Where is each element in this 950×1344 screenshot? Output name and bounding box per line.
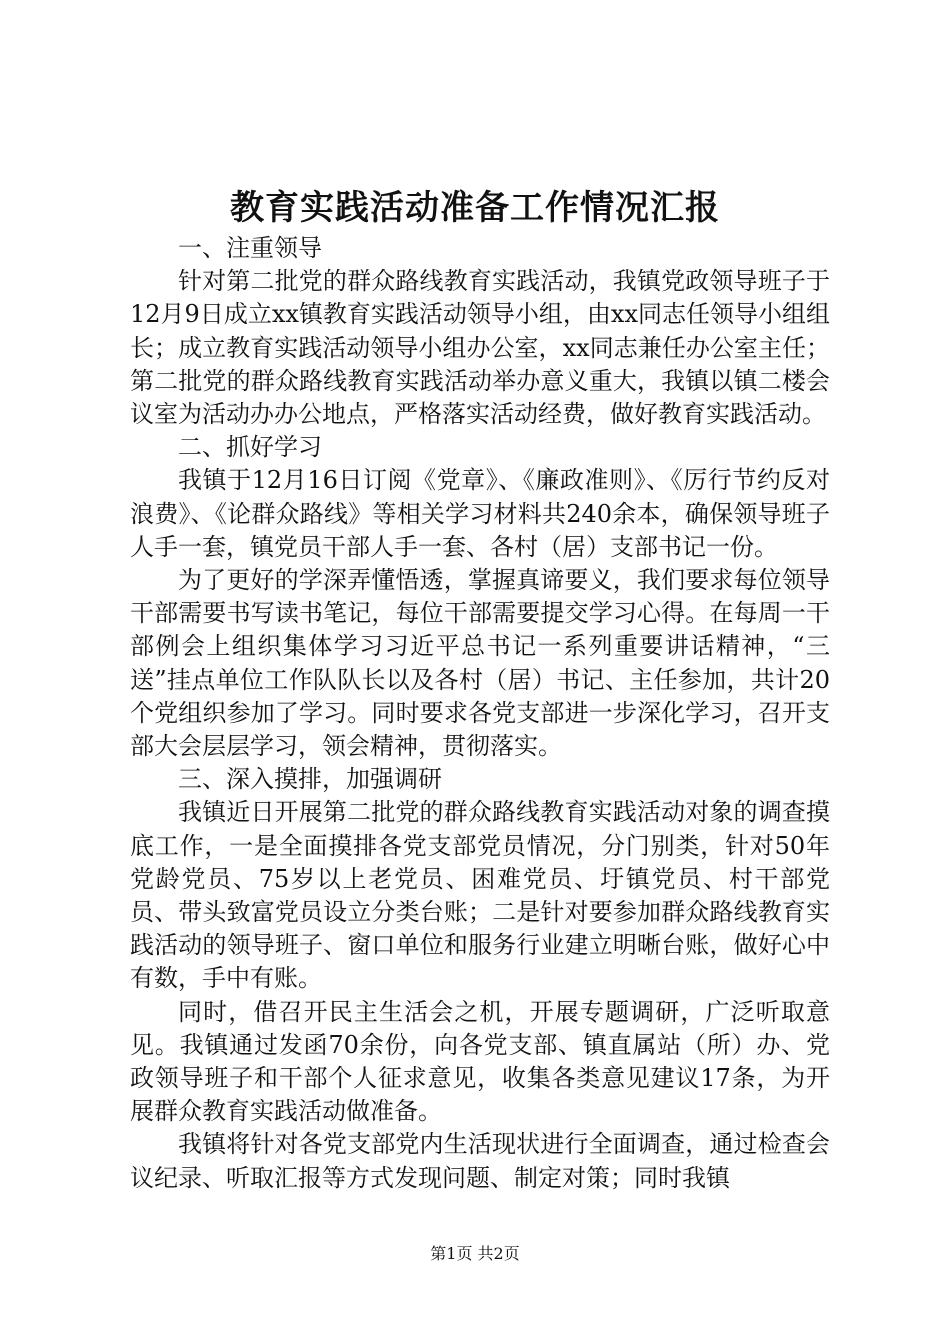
section-heading: 一、注重领导 [178, 234, 322, 262]
document-body [130, 232, 830, 1195]
paragraph: 同时，借召开民主生活会之机，开展专题调研，广泛听取意见。我镇通过发函70余份，向各党支部、镇直属站（所）办、党政领导班子和干部个人征求意见，收集各类意见建议17条，为开展群众教育实践活动做准备。 [130, 997, 830, 1126]
page-footer: 第1页 共2页 [430, 1244, 520, 1263]
paragraph: 我镇近日开展第二批党的群众路线教育实践活动对象的调查摸底工作，一是全面摸排各党支部党员情况，分门别类，针对50年党龄党员、75岁以上老党员、困难党员、圩镇党员、村干部党员、带头致富党员设立分类台账；二是针对要参加群众路线教育实践活动的领导班子、窗口单位和服务行业建立明晰台账，做好心中有数，手中有账。 [130, 798, 830, 993]
section-heading: 二、抓好学习 [178, 433, 322, 462]
paragraph: 我镇将针对各党支部党内生活现状进行全面调查，通过检查会议纪录、听取汇报等方式发现问题、制定对策；同时我镇 [130, 1130, 830, 1192]
paragraph: 针对第二批党的群众路线教育实践活动，我镇党政领导班子于12月9日成立xx镇教育实践活动领导小组，由xx同志任领导小组组长；成立教育实践活动领导小组办公室，xx同志兼任办公室主任；第二批党的群众路线教育实践活动举办意义重大，我镇以镇二楼会议室为活动办办公地点，严格落实活动经费，做好教育实践活动。 [130, 267, 830, 429]
document-title: 教育实践活动准备工作情况汇报 [230, 188, 720, 228]
paragraph: 为了更好的学深弄懂悟透，掌握真谛要义，我们要求每位领导干部需要书写读书笔记，每位干部需要提交学习心得。在每周一干部例会上组织集体学习习近平总书记一系列重要讲话精神，“三送”挂点单位工作队队长以及各村（居）书记、主任参加，共计20个党组织参加了学习。同时要求各党支部进一步深化学习，召开支部大会层层学习，领会精神，贯彻落实。 [130, 566, 830, 761]
section-heading: 三、深入摸排，加强调研 [178, 765, 442, 794]
paragraph: 我镇于12月16日订阅《党章》、《廉政准则》、《厉行节约反对浪费》、《论群众路线》等相关学习材料共240余本，确保领导班子人手一套，镇党员干部人手一套、各村（居）支部书记一份。 [130, 466, 830, 561]
